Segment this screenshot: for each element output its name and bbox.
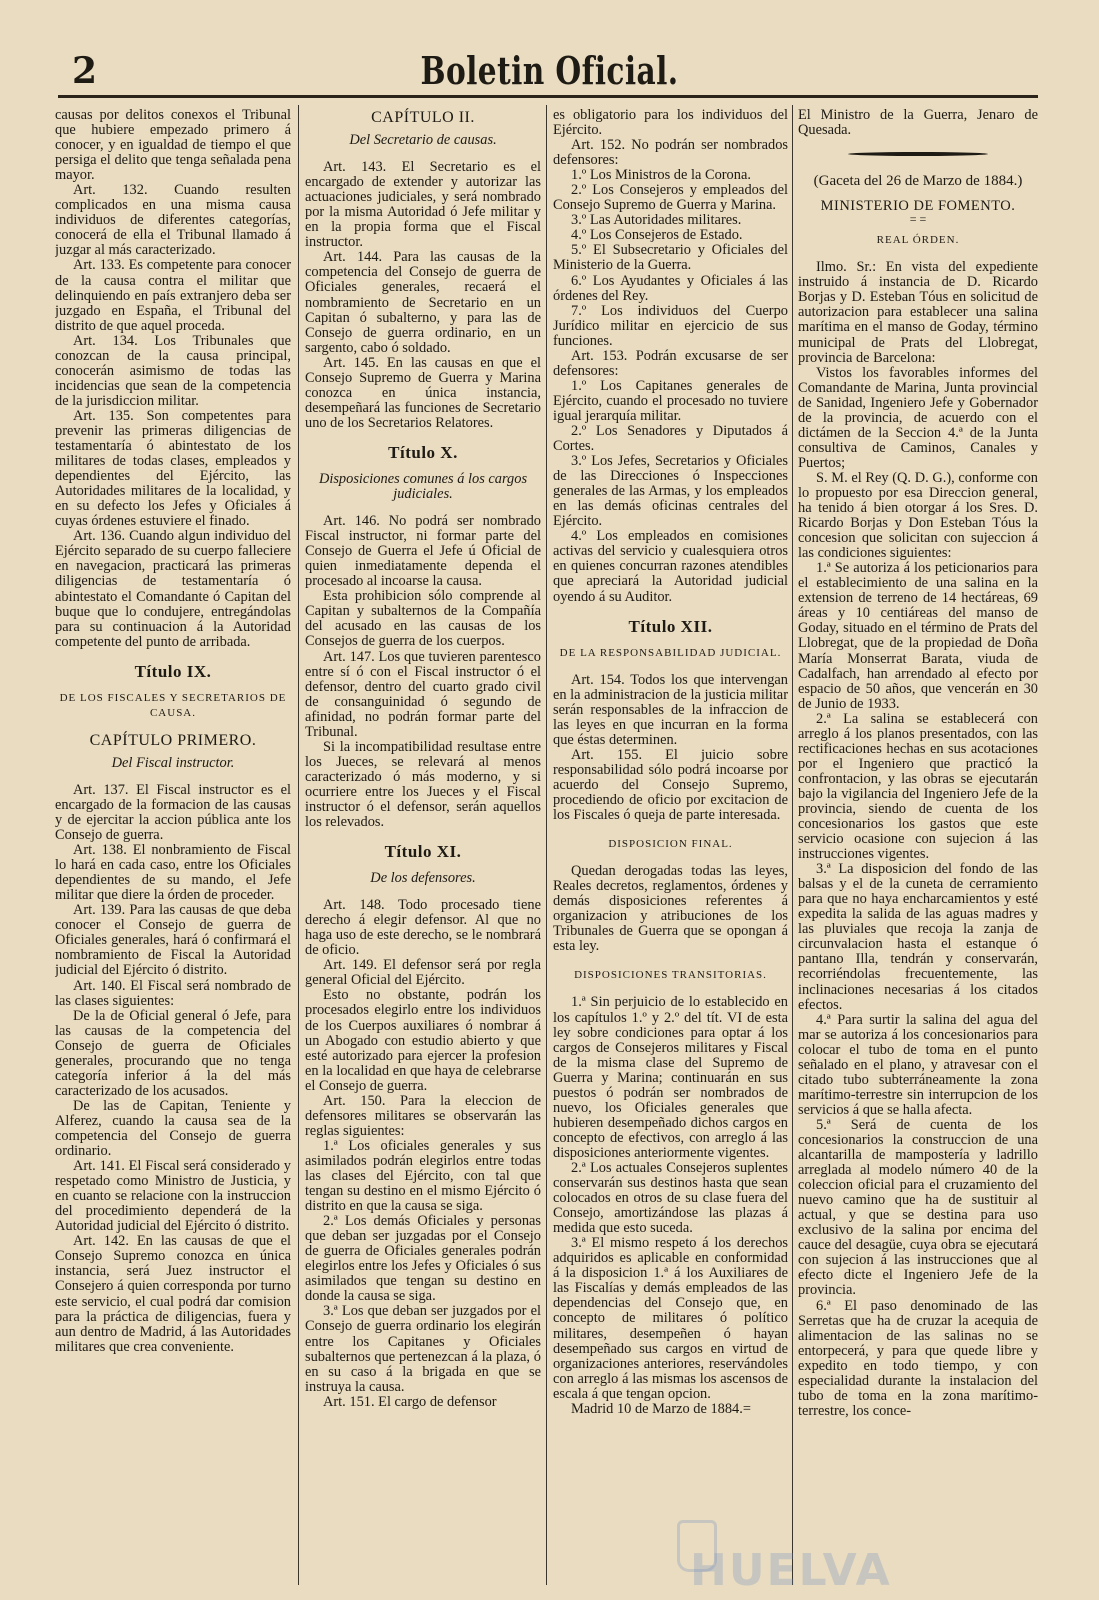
paragraph: Art. 134. Los Tribunales que conozcan de la causa principal, conocerán asimismo de todas las incidencias que sean de la competencia de la jurisdiccion militar. — [55, 332, 291, 409]
paragraph: 3.ª Los que deban ser juzgados por el Consejo de guerra ordinario los elegirán entre los Capitanes y Oficiales subalternos que pertenezcan á la plaza, ó en su caso á la brigada en que se instruya la causa. — [305, 1303, 541, 1395]
paragraph: Art. 140. El Fiscal será nombrado de las clases siguientes: — [55, 977, 291, 1009]
column-2 — [305, 108, 541, 1588]
section-title: Título IX. — [134, 661, 212, 681]
final-heading: DISPOSICION FINAL. — [608, 838, 733, 851]
paragraph: El Ministro de la Guerra, Jenaro de Quesada. — [798, 108, 1038, 139]
column-divider — [298, 105, 299, 1585]
paragraph: Quedan derogadas todas las leyes, Reales decretos, reglamentos, órdenes y demás disposiciones referentes á organizacion y atribuciones de los Tribunales de Guerra que se opongan á esta ley. — [553, 863, 788, 955]
list-item: 2.º Los Senadores y Diputados á Cortes. — [553, 422, 788, 455]
list-item: 3.º Las Autoridades militares. — [571, 212, 742, 229]
list-item: 7.º Los individuos del Cuerpo Jurídico militar en ejercicio de sus funciones. — [553, 302, 788, 349]
paragraph: Si la incompatibilidad resultase entre los Jueces, se relevará al menos caracterizado ó más moderno, y si ocurriere entre los Jueces y el Fiscal instructor ó el defensor, serán aquellos los relevados. — [305, 738, 541, 831]
list-item: 2.º Los Consejeros y empleados del Consejo Supremo de Guerra y Marina. — [553, 182, 788, 214]
column-4 — [798, 108, 1038, 1588]
paragraph: Art. 155. El juicio sobre responsabilidad sólo podrá incoarse por acuerdo del Consejo Supremo, procediendo de oficio por excitacion de los Fiscales ó queja de parte interesada. — [553, 746, 788, 824]
chapter-title: CAPÍTULO PRIMERO. — [89, 731, 257, 749]
royal-order-heading: REAL ÓRDEN. — [876, 234, 960, 247]
paragraph: 3.ª El mismo respeto á los derechos adquiridos es aplicable en conformidad á la disposicion 1.ª á los Auxiliares de las Fiscalías y demás empleados de las dependencias del Consejo que, en concepto de militares ó político militares, desempeñen ó hayan desempeñado sus cargos en virtud de organizaciones anteriores, reservándoles con arreglo á las mismas los ascensos de escala á que tengan opcion. — [553, 1235, 788, 1402]
paragraph: Art. 148. Todo procesado tiene derecho á elegir defensor. Al que no haga uso de este derecho, se le nombrará de oficio. — [305, 897, 541, 959]
paragraph: 1.ª Los oficiales generales y sus asimilados podrán elegirlos entre todas las clases del Ejército, con tal que tengan su destino en el mismo Ejército ó distrito en que la causa se siga. — [305, 1137, 541, 1215]
chapter-subtitle: Del Secretario de causas. — [349, 132, 497, 149]
section-subtitle: Disposiciones comunes á los cargos judiciales. — [318, 470, 528, 503]
paragraph: 1.ª Se autoriza á los peticionarios para el establecimiento de una salina en la extension de terreno de 14 hectáreas, 69 áreas y 10 centiáreas del manso de Goday, situado en el término de Prats del Llobregat, que de la propiedad de Doña María Monserrat Barata, viuda de Cadalfach, han arrendado al efecto por espacio de 50 años, que vencerán en 30 de Junio de 1933. — [798, 560, 1038, 712]
paragraph: Art. 153. Podrán excusarse de ser defensores: — [553, 347, 788, 379]
paragraph: Art. 146. No podrá ser nombrado Fiscal instructor, ni formar parte del Consejo de Guerra el Jefe ú Oficial de quien inmediatamente dependa el procesado al incoarse la causa. — [305, 513, 541, 590]
paragraph: De la de Oficial general ó Jefe, para las causas de la competencia del Consejo de guerra de Oficiales generales, procurando que no tenga categoría inferior á la del más caracterizado de los acusados. — [55, 1007, 291, 1099]
list-item: 6.º Los Ayudantes y Oficiales á las órdenes del Rey. — [553, 272, 788, 304]
paragraph: Art. 136. Cuando algun individuo del Ejército separado de su cuerpo falleciere en navegacion, practicará las primeras diligencias de testamentaría ó abintestato el Comandante ó Capitan del buque que lo condujere, entregándolas para su continuacion á la Autoridad competente del punto de arribada. — [55, 528, 291, 650]
section-subtitle: DE LA RESPONSABILIDAD JUDICIAL. — [559, 646, 782, 659]
paragraph: Art. 141. El Fiscal será considerado y respetado como Ministro de Justicia, y en cuanto se relacione con la instruccion del procedimiento dependerá de la Autoridad judicial del Ejército ó distrito. — [55, 1158, 291, 1235]
ornament: = = — [909, 212, 927, 227]
paragraph: Art. 135. Son competentes para prevenir las primeras diligencias de testamentaría ó abintestato de los militares de todas clases, empleados y dependientes del Ejército, las Autoridades militares de la localidad, y en su defecto los Jefes y Oficiales á cuyas órdenes estuviere el finado. — [55, 407, 291, 530]
list-item: 1.º Los Capitanes generales de Ejército, cuando el procesado no tuviere igual jerarquía militar. — [553, 377, 788, 424]
paragraph: Ilmo. Sr.: En vista del expediente instruido á instancia de D. Ricardo Borjas y D. Esteban Tóus en solicitud de autorizacion para establecer una salina marítima en el manso de Goday, término municipal de Prats del Llobregat, provincia de Barcelona: — [798, 259, 1038, 366]
list-item: 1.º Los Ministros de la Corona. — [571, 167, 751, 184]
section-title: Título X. — [388, 442, 458, 462]
transitional-heading: DISPOSICIONES TRANSITORIAS. — [574, 969, 767, 982]
paragraph: 2.ª Los actuales Consejeros suplentes conservarán sus destinos hasta que sean colocados en otros de su clase fuera del Consejo, amortizándose las plazas á medida que esto suceda. — [553, 1160, 788, 1237]
section-subtitle: DE LOS FISCALES Y SECRETARIOS DE CAUSA. — [59, 691, 287, 719]
paragraph: Esta prohibicion sólo comprende al Capitan y subalternos de la Compañía del acusado en las causas de los Consejos de guerra de los cuerpos. — [305, 588, 541, 650]
chapter-title: CAPÍTULO II. — [371, 109, 475, 126]
paragraph: Vistos los favorables informes del Comandante de Marina, Junta provincial de Sanidad, Ingeniero Jefe y Gobernador de la provincia, de acuerdo con el dictámen de la Seccion 4.ª de la Junta consultiva de Caminos, Canales y Puertos; — [798, 364, 1038, 471]
paragraph: 6.ª El paso denominado de las Serretas que ha de cruzar la acequia de alimentacion de las salinas no se entorpecerá, y para que quede libre y expedito en todo tiempo, y con especialidad durante la instalacion del tubo de toma en la zona marítimo-terrestre, los conce- — [798, 1297, 1038, 1419]
section-subtitle: De los defensores. — [370, 870, 476, 887]
paragraph: 5.ª Será de cuenta de los concesionarios la construccion de una alcantarilla de mampostería y ladrillo arreglada al modelo número 40 de la coleccion oficial para el cruzamiento del nuevo camino que ha de sustituir al actual, y que se destina para uso exclusivo de la salina por encima del cauce del desagüe, cuya obra se ejecutará con sujecion á las instrucciones que al efecto dicte el Ingeniero Jefe de la provincia. — [798, 1116, 1038, 1299]
signature-date: Madrid 10 de Marzo de 1884.= — [571, 1400, 751, 1417]
paragraph: Art. 152. No podrán ser nombrados defensores: — [553, 137, 788, 169]
column-divider — [792, 105, 793, 1585]
column-divider — [546, 105, 547, 1585]
header-rule — [58, 95, 1038, 98]
list-item: 4.º Los empleados en comisiones activas del servicio y cualesquiera otros en quienes concurran razones atendibles que apreciará la Autoridad judicial oyendo á su Auditor. — [553, 528, 788, 605]
section-title: Título XII. — [628, 616, 713, 636]
list-item: 4.º Los Consejeros de Estado. — [571, 227, 743, 244]
paragraph: Art. 133. Es competente para conocer de la causa contra el militar que delinquiendo en país extranjero deba ser juzgado en España, el Tribunal del distrito de que aquel proceda. — [55, 257, 291, 334]
paragraph: 4.ª Para surtir la salina del agua del mar se autoriza á los concesionarios para colocar el tubo de toma en el punto señalado en el plano, y atravesar con el citado tubo subterráneamente la zona marítimo-terrestre sin interrupcion de los servicios á que se halla afecta. — [798, 1011, 1038, 1118]
paragraph: Art. 137. El Fiscal instructor es el encargado de la formacion de las causas y de ejercitar la accion pública ante los Consejo de guerra. — [55, 781, 291, 844]
paragraph: Art. 150. Para la eleccion de defensores militares se observarán las reglas siguientes: — [305, 1092, 541, 1139]
ministry-heading: MINISTERIO DE FOMENTO. — [820, 198, 1016, 215]
paragraph: Art. 147. Los que tuvieren parentesco entre sí ó con el Fiscal instructor ó el defensor, dentro del cuarto grado civil de consanguinidad ó segundo de afinidad, no podrán formar parte del Tribunal. — [305, 648, 541, 740]
paragraph: 1.ª Sin perjuicio de lo establecido en los capítulos 1.º y 2.º del tít. VI de esta ley sobre condiciones para optar á los cargos de Consejeros militares y Fiscal de la misma clase del Supremo de Guerra y Marina; continuarán en sus puestos ó podrán ser nombrados de nuevo, los Oficiales generales que hubieren desempeñado dichos cargos en concepto de efectivos, con arreglo á las disposiciones anteriormente vigentes. — [553, 994, 788, 1161]
column-3 — [553, 108, 788, 1588]
paragraph: S. M. el Rey (Q. D. G.), conforme con lo propuesto por esa Direccion general, ha tenido á bien otorgar á los Sres. D. Ricardo Borjas y Don Esteban Tóus la concesion que solicitan con sujeccion á las condiciones siguientes: — [798, 469, 1038, 562]
paragraph: 3.ª La disposicion del fondo de las balsas y el de la cuneta de cerramiento para que no haya encharcamientos y esté expedita la salida de las aguas madres y las pluviales que recoja la zanja de circunvalacion hasta el estanque ó pantano Illa, tendrán y conservarán, recorriéndolas frecuentemente, las inclinaciones necesarias á los citados efectos. — [798, 861, 1038, 1013]
paragraph: Art. 145. En las causas en que el Consejo Supremo de Guerra y Marina conozca en única instancia, desempeñará las funciones de Secretario uno de los Secretarios Relatores. — [305, 354, 541, 431]
list-item: 3.º Los Jefes, Secretarios y Oficiales de las Direcciones ó Inspecciones generales de las Armas, y los empleados en las demás oficinas centrales del Ejército. — [553, 453, 788, 530]
ornament-rule — [848, 152, 988, 156]
paragraph: Art. 154. Todos los que intervengan en la administracion de la justicia militar serán responsables de la infraccion de las leyes en que incurran en la forma que éstas determinen. — [553, 671, 788, 748]
watermark: HUELVA — [690, 1545, 892, 1596]
paragraph: causas por delitos conexos el Tribunal que hubiere empezado primero á conocer, y en igualdad de tiempo el que persiga el delito que tenga señalada pena mayor. — [55, 108, 291, 184]
publication-title: Boletin Oficial. — [420, 48, 679, 93]
paragraph: es obligatorio para los individuos del Ejército. — [553, 108, 788, 139]
paragraph: Art. 143. El Secretario es el encargado de extender y autorizar las actuaciones judiciales, y será nombrado por la misma Autoridad ó Jefe militar y en la propia forma que el Fiscal instructor. — [305, 159, 541, 251]
paragraph: Esto no obstante, podrán los procesados elegirlo entre los individuos de los Cuerpos auxiliares ó nombrar á un Abogado con estudio abierto y que esté autorizado para ejercer la profesion en la localidad en que haya de celebrarse el Consejo de guerra. — [305, 987, 541, 1094]
gazette-reference: (Gaceta del 26 de Marzo de 1884.) — [813, 173, 1023, 190]
paragraph: Art. 132. Cuando resulten complicados en una misma causa individuos de diferentes categorías, conocerá de ella el Tribunal llamado á juzgar al más caracterizado. — [55, 182, 291, 259]
column-1 — [55, 108, 291, 1588]
page-number: 2 — [72, 50, 98, 92]
paragraph: Art. 139. Para las causas de que deba conocer el Consejo de guerra de Oficiales generales, hará ó confirmará el nombramiento de Fiscal la Autoridad judicial del Ejército ó distrito. — [55, 902, 291, 979]
paragraph: De las de Capitan, Teniente y Alferez, cuando la causa sea de la competencia del Consejo de guerra ordinario. — [55, 1097, 291, 1160]
section-title: Título XI. — [384, 842, 462, 862]
paragraph: 2.ª Los demás Oficiales y personas que deban ser juzgadas por el Consejo de guerra de Oficiales generales podrán elegirlos entre los Jefes y Oficiales ó sus asimilados que tengan su destino en donde la causa se siga. — [305, 1213, 541, 1305]
paragraph: Art. 138. El nonbramiento de Fiscal lo hará en cada caso, entre los Oficiales dependientes de su mando, el Jefe militar que diere la órden de proceder. — [55, 842, 291, 904]
paragraph: Art. 142. En las causas de que el Consejo Supremo conozca en única instancia, será Juez instructor el Consejero á quien corresponda por turno este servicio, el cual podrá dar comision para la práctica de diligencias, fuera y aun dentro de Madrid, á las Autoridades militares que crea conveniente. — [55, 1233, 291, 1355]
list-item: 5.º El Subsecretario y Oficiales del Ministerio de la Guerra. — [553, 242, 788, 274]
page-header — [0, 40, 1099, 100]
paragraph: 2.ª La salina se establecerá con arreglo á los planos presentados, con las rectificaciones hechas en sus acotaciones por el Ingeniero que practicó la confrontacion, y las obras se ejecutarán bajo la vigilancia del Ingeniero Jefe de la provincia, siendo de cuenta de los concesionarios los gastos que este servicio ocasione con sujecion á las instrucciones vigentes. — [798, 710, 1038, 863]
paragraph: Art. 144. Para las causas de la competencia del Consejo de guerra de Oficiales generales, recaerá el nombramiento de Secretario en un Capitan ó subalterno, y para las de Consejo de guerra ordinario, en un sargento, cabo ó soldado. — [305, 249, 541, 356]
chapter-subtitle: Del Fiscal instructor. — [111, 754, 235, 771]
paragraph: Art. 149. El defensor será por regla general Oficial del Ejército. — [305, 957, 541, 989]
paragraph: Art. 151. El cargo de defensor — [323, 1393, 497, 1410]
